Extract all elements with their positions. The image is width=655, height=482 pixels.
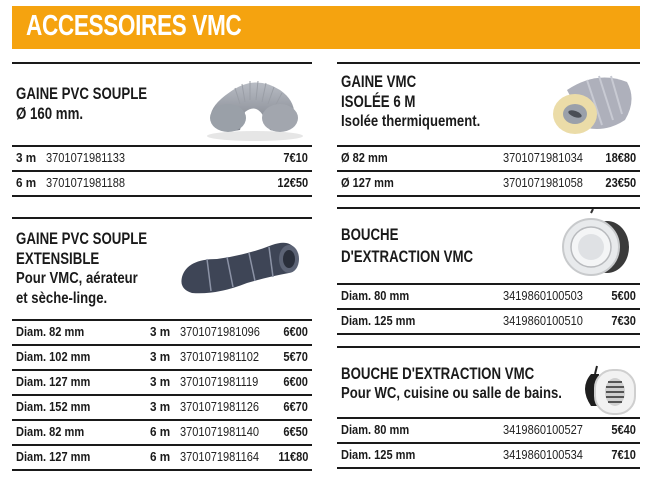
ean-code: 3701071981140 [180,424,260,439]
divider [12,62,312,64]
extraction-vent-louvre-icon [577,360,641,420]
product-description: Isolée thermiquement. [341,113,481,130]
divider [337,62,640,64]
product-title: BOUCHE D'EXTRACTION VMC [341,364,535,383]
diameter: Diam. 125 mm [341,447,416,462]
price: 5€00 [611,288,636,303]
price: 11€80 [277,449,308,464]
extensible-duct-icon [177,237,307,299]
product-bouche-extraction [337,207,640,337]
diameter: Diam. 82 mm [16,424,85,439]
diameter: Diam. 127 mm [16,374,91,389]
ean-code: 3419860100527 [503,422,583,437]
product-description: Pour WC, cuisine ou salle de bains. [341,385,562,402]
divider [337,346,640,348]
price: 6€00 [283,324,308,339]
price: 23€50 [605,175,636,190]
variant-table [337,283,640,335]
ean-code: 3701071981096 [180,324,260,339]
table-row [12,394,312,419]
ean-code: 3419860100534 [503,447,583,462]
price: 7€10 [283,150,308,165]
product-title-line2: D'EXTRACTION VMC [341,247,474,266]
ean-code: 3701071981188 [46,175,126,190]
ean-code: 3701071981119 [180,374,259,389]
product-title: GAINE PVC SOUPLE [16,84,148,103]
table-row [337,442,640,469]
table-row [12,419,312,444]
product-description-line2: et sèche-linge. [16,290,108,307]
price: 6€70 [283,399,308,414]
product-title-line2: EXTENSIBLE [16,249,100,268]
product-gaine-pvc-extensible [12,217,312,469]
length: 3 m [150,399,171,414]
insulated-duct-icon [547,70,637,142]
variant-table [12,145,312,197]
page-title: ACCESSOIRES VMC [26,10,242,42]
variant-table [337,417,640,469]
ean-code: 3419860100510 [503,313,583,328]
header-banner [12,6,640,49]
ean-code: 3701071981164 [180,449,260,464]
table-row [337,308,640,335]
variant-table [337,145,640,197]
ean-code: 3701071981133 [46,150,126,165]
length: 3 m [150,374,171,389]
product-title: GAINE VMC [341,72,417,91]
ean-code: 3701071981102 [180,349,260,364]
ean-code: 3419860100503 [503,288,583,303]
flexible-duct-grey-icon [200,74,310,142]
diameter: Diam. 82 mm [16,324,85,339]
table-row [12,444,312,471]
table-row [337,417,640,442]
variant-table [12,319,312,471]
product-gaine-pvc-souple-160 [12,62,312,194]
length: 3 m [150,349,171,364]
table-row [337,170,640,197]
table-row [12,170,312,197]
length: 3 m [150,324,171,339]
diameter: Diam. 152 mm [16,399,91,414]
diameter: Diam. 102 mm [16,349,91,364]
diameter: Diam. 80 mm [341,288,410,303]
ean-code: 3701071981126 [180,399,260,414]
price: 18€80 [605,150,636,165]
table-row [12,319,312,344]
product-description: Pour VMC, aérateur [16,270,138,287]
price: 6€50 [283,424,308,439]
length: 3 m [16,150,37,165]
product-size: Ø 160 mm. [16,104,84,123]
diameter: Ø 127 mm [341,175,394,190]
price: 7€30 [611,313,636,328]
table-row [12,369,312,394]
diameter: Diam. 127 mm [16,449,91,464]
length: 6 m [150,449,171,464]
product-bouche-extraction-wc [337,346,640,470]
diameter: Diam. 80 mm [341,422,410,437]
price: 12€50 [277,175,308,190]
table-row [337,145,640,170]
ean-code: 3701071981034 [503,150,583,165]
diameter: Ø 82 mm [341,150,388,165]
product-gaine-vmc-isolee [337,62,640,194]
length: 6 m [16,175,37,190]
price: 5€70 [283,349,308,364]
product-title: GAINE PVC SOUPLE [16,229,148,248]
price: 6€00 [283,374,308,389]
table-row [12,145,312,170]
product-title-line2: ISOLÉE 6 M [341,92,416,111]
table-row [12,344,312,369]
extraction-vent-round-icon [555,209,635,281]
diameter: Diam. 125 mm [341,313,416,328]
length: 6 m [150,424,171,439]
table-row [337,283,640,308]
divider [12,217,312,219]
product-title: BOUCHE [341,225,399,244]
price: 5€40 [611,422,636,437]
price: 7€10 [611,447,636,462]
ean-code: 3701071981058 [503,175,583,190]
